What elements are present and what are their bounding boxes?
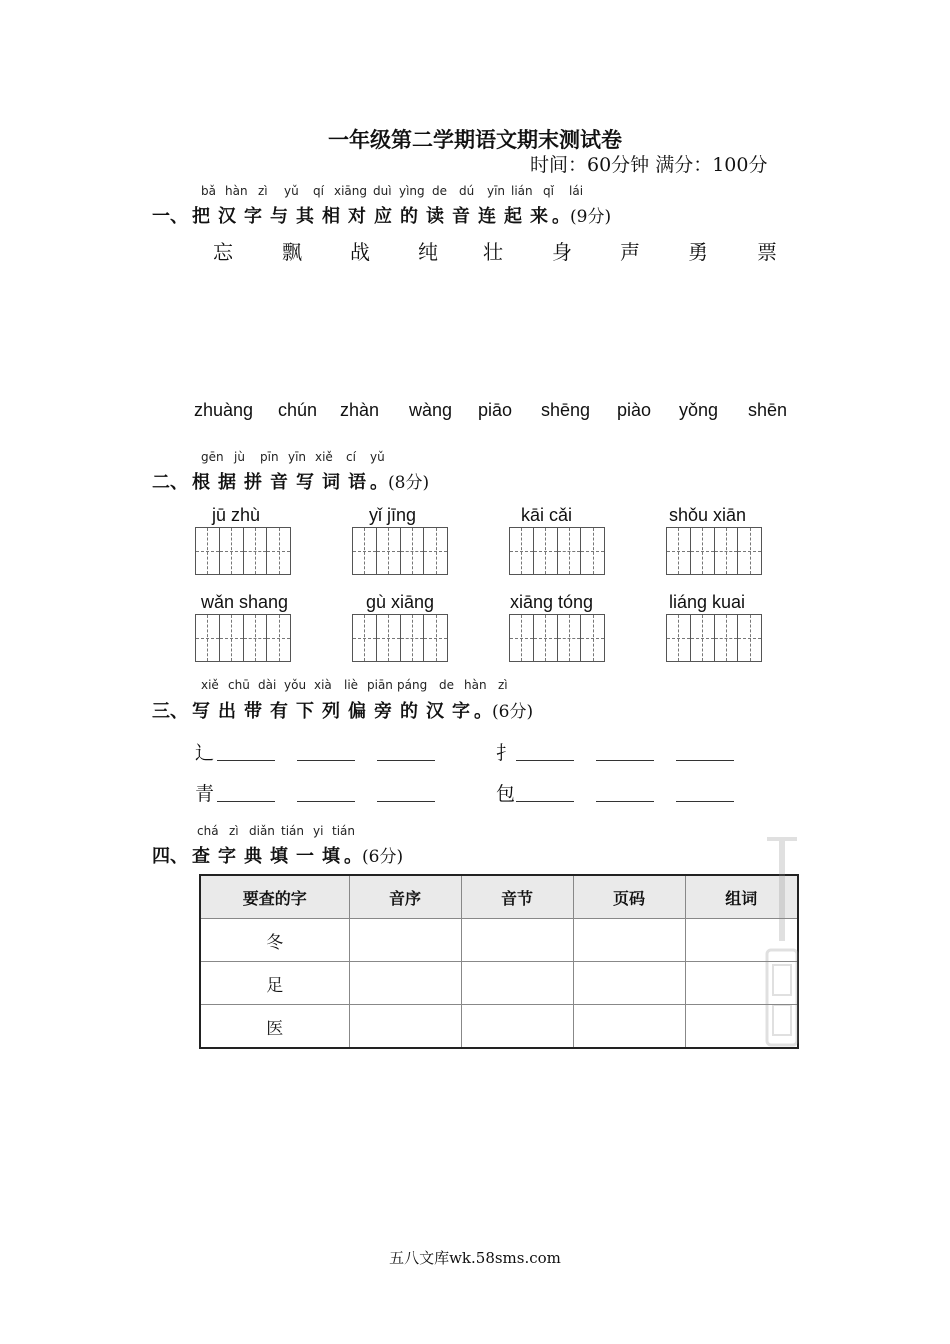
q1-pinyin-annotation: [0, 184, 950, 200]
pinyin: chū: [228, 678, 250, 692]
table-header-row: [200, 875, 798, 919]
pinyin: duì: [373, 184, 392, 198]
pinyin: pīn: [260, 450, 279, 464]
period: 。: [370, 472, 388, 493]
score-label: (6分): [362, 847, 404, 867]
pinyin: yi: [313, 824, 324, 838]
column-header: 页码: [573, 875, 685, 919]
answer-cell[interactable]: [573, 919, 685, 962]
writing-grid[interactable]: [195, 614, 291, 662]
word-pinyin: jū zhù: [212, 505, 261, 525]
answer-blank[interactable]: [377, 800, 435, 802]
writing-grid[interactable]: [509, 527, 605, 575]
answer-blank[interactable]: [297, 800, 355, 802]
heading-char: 对: [348, 206, 366, 227]
lookup-character: 冬: [200, 919, 349, 962]
pinyin: yǔ: [370, 450, 385, 464]
question-number: 一、: [152, 206, 188, 227]
pinyin: lián: [511, 184, 533, 198]
q2-heading: [152, 468, 429, 494]
heading-char: 一: [296, 846, 314, 867]
character[interactable]: 声: [620, 240, 640, 264]
dictionary-table: [199, 874, 799, 1049]
answer-blank[interactable]: [596, 800, 654, 802]
heading-char: 下: [296, 701, 314, 722]
q4-pinyin-annotation: [0, 824, 950, 840]
heading-char: 查: [192, 846, 210, 867]
pinyin: yīn: [487, 184, 506, 198]
answer-blank[interactable]: [596, 759, 654, 761]
heading-char: 把: [192, 206, 210, 227]
word-pinyin: kāi cǎi: [521, 505, 573, 525]
period: 。: [474, 701, 492, 722]
heading-char: 有: [270, 701, 288, 722]
writing-grid[interactable]: [352, 614, 448, 662]
heading-char: 其: [296, 206, 314, 227]
heading-char: 写: [192, 701, 210, 722]
pinyin: hàn: [225, 184, 248, 198]
answer-cell[interactable]: [573, 1005, 685, 1049]
word-pinyin: gù xiāng: [366, 592, 435, 612]
heading-char: 音: [270, 472, 288, 493]
heading-char: 字: [244, 206, 262, 227]
answer-cell[interactable]: [573, 962, 685, 1005]
pinyin: lái: [569, 184, 584, 198]
word-pinyin: shǒu xiān: [669, 505, 747, 525]
pinyin: yǔ: [284, 184, 299, 198]
lookup-character: 足: [200, 962, 349, 1005]
pinyin: xiě: [315, 450, 333, 464]
heading-char: 的: [400, 206, 418, 227]
pinyin: tián: [332, 824, 355, 838]
writing-grid[interactable]: [195, 527, 291, 575]
heading-char: 起: [504, 206, 522, 227]
character[interactable]: 战: [350, 240, 370, 264]
pinyin: liè: [344, 678, 359, 692]
heading-char: 出: [218, 701, 236, 722]
pinyin: piān: [367, 678, 393, 692]
radical-label: 扌: [496, 742, 516, 764]
heading-char: 字: [218, 846, 236, 867]
pinyin-option[interactable]: wàng: [409, 400, 453, 420]
answer-blank[interactable]: [516, 800, 574, 802]
word-pinyin: liáng kuai: [669, 592, 746, 612]
pinyin: qí: [313, 184, 324, 198]
table-row: [200, 1005, 798, 1049]
heading-char: 相: [322, 206, 340, 227]
answer-cell[interactable]: [461, 1005, 573, 1049]
answer-cell[interactable]: [349, 1005, 461, 1049]
pinyin: dú: [459, 184, 475, 198]
heading-char: 音: [452, 206, 470, 227]
pinyin: yīn: [288, 450, 307, 464]
question-number: 三、: [152, 701, 188, 722]
radical-label: 青: [195, 783, 215, 805]
word-pinyin: wǎn shang: [201, 592, 289, 612]
pinyin: tián: [281, 824, 304, 838]
pinyin: zì: [229, 824, 239, 838]
pinyin: yìng: [399, 184, 425, 198]
answer-blank[interactable]: [676, 800, 734, 802]
character[interactable]: 忘: [213, 240, 233, 264]
column-header: 要查的字: [200, 875, 349, 919]
answer-cell[interactable]: [461, 919, 573, 962]
pinyin: de: [432, 184, 447, 198]
score-label: (6分): [492, 702, 534, 722]
pinyin: jù: [234, 450, 245, 464]
footer-source: 五八文库wk.58sms.com: [389, 1249, 561, 1267]
writing-grid[interactable]: [666, 614, 762, 662]
heading-char: 据: [218, 472, 236, 493]
page-title: 一年级第二学期语文期末测试卷: [328, 128, 622, 152]
heading-char: 词: [322, 472, 340, 493]
answer-blank[interactable]: [676, 759, 734, 761]
pinyin: chá: [197, 824, 219, 838]
pinyin: yǒu: [284, 678, 307, 692]
heading-char: 典: [244, 846, 262, 867]
heading-char: 偏: [348, 701, 366, 722]
heading-char: 连: [478, 206, 496, 227]
word-pinyin: xiāng tóng: [510, 592, 594, 612]
pinyin: xiě: [201, 678, 219, 692]
answer-blank[interactable]: [297, 759, 355, 761]
q2-pinyin-annotation: [0, 450, 950, 466]
column-header: 音序: [349, 875, 461, 919]
answer-cell[interactable]: [349, 919, 461, 962]
character[interactable]: 勇: [688, 240, 708, 264]
heading-char: 应: [374, 206, 392, 227]
q3-heading: [152, 697, 533, 723]
q1-pinyin-options: [0, 400, 950, 426]
heading-char: 读: [426, 206, 444, 227]
pinyin-option[interactable]: chún: [278, 400, 318, 420]
pinyin-option[interactable]: zhàn: [340, 400, 380, 420]
heading-char: 填: [322, 846, 340, 867]
q4-heading: [152, 842, 403, 868]
q3-pinyin-annotation: [0, 678, 950, 694]
heading-char: 带: [244, 701, 262, 722]
heading-char: 来: [530, 206, 548, 227]
radical-label: 包: [496, 783, 516, 805]
watermark-decoration: [765, 835, 799, 1047]
word-pinyin: yǐ jīng: [369, 505, 417, 525]
answer-blank[interactable]: [217, 800, 275, 802]
pinyin: cí: [346, 450, 356, 464]
heading-char: 与: [270, 206, 288, 227]
period: 。: [344, 846, 362, 867]
q1-characters: [0, 236, 950, 264]
pinyin-option[interactable]: piāo: [478, 400, 513, 420]
heading-char: 汉: [426, 701, 444, 722]
period: 。: [552, 206, 570, 227]
answer-blank[interactable]: [377, 759, 435, 761]
character[interactable]: 纯: [418, 240, 438, 264]
writing-grid[interactable]: [352, 527, 448, 575]
column-header: 组词: [685, 875, 798, 919]
column-header: 音节: [461, 875, 573, 919]
pinyin-option[interactable]: yǒng: [679, 400, 719, 420]
time-and-score-line: 时间：60分钟 满分：100分: [530, 154, 768, 176]
answer-blank[interactable]: [217, 759, 275, 761]
pinyin: qǐ: [543, 184, 554, 198]
heading-char: 根: [192, 472, 210, 493]
heading-char: 列: [322, 701, 340, 722]
question-number: 四、: [152, 846, 188, 867]
pinyin: bǎ: [201, 184, 216, 198]
pinyin: diǎn: [249, 824, 275, 838]
heading-char: 汉: [218, 206, 236, 227]
character[interactable]: 壮: [483, 240, 503, 264]
pinyin: hàn: [464, 678, 487, 692]
pinyin: zì: [258, 184, 268, 198]
pinyin: xiāng: [334, 184, 368, 198]
pinyin-option[interactable]: piào: [617, 400, 652, 420]
heading-char: 的: [400, 701, 418, 722]
question-number: 二、: [152, 472, 188, 493]
pinyin-option[interactable]: zhuàng: [194, 400, 254, 420]
pinyin: dài: [258, 678, 277, 692]
table-row: [200, 919, 798, 962]
pinyin: xià: [314, 678, 332, 692]
pinyin-option[interactable]: shēng: [541, 400, 591, 420]
pinyin: zì: [498, 678, 508, 692]
pinyin: páng: [397, 678, 428, 692]
heading-char: 填: [270, 846, 288, 867]
heading-char: 字: [452, 701, 470, 722]
character[interactable]: 身: [552, 240, 572, 264]
answer-cell[interactable]: [461, 962, 573, 1005]
q1-heading: [152, 202, 611, 228]
heading-char: 写: [296, 472, 314, 493]
pinyin: de: [439, 678, 454, 692]
lookup-character: 医: [200, 1005, 349, 1049]
heading-char: 旁: [374, 701, 392, 722]
radical-label: 辶: [195, 742, 215, 764]
character[interactable]: 票: [757, 240, 777, 264]
score-label: (9分): [570, 207, 612, 227]
writing-grid[interactable]: [666, 527, 762, 575]
pinyin: gēn: [201, 450, 224, 464]
table-row: [200, 962, 798, 1005]
character[interactable]: 飘: [282, 240, 302, 264]
answer-cell[interactable]: [349, 962, 461, 1005]
score-label: (8分): [388, 473, 430, 493]
heading-char: 拼: [244, 472, 262, 493]
answer-blank[interactable]: [516, 759, 574, 761]
heading-char: 语: [348, 472, 366, 493]
writing-grid[interactable]: [509, 614, 605, 662]
pinyin-option[interactable]: shēn: [748, 400, 788, 420]
